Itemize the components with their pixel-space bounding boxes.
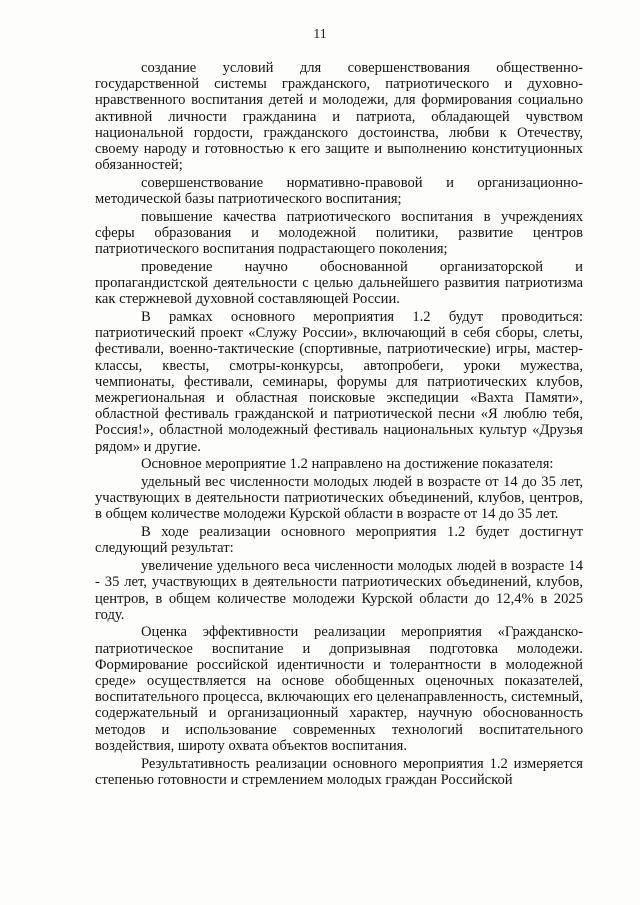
paragraph-goal-quality: повышение качества патриотического воспитания в учреждениях сферы образования и молодежной политики, развитие центров патриотического воспитания подрастающего поколения; (95, 208, 583, 258)
body-text (95, 60, 583, 789)
paragraph-indicator-intro: Основное мероприятие 1.2 направлено на достижение показателя: (141, 456, 554, 473)
paragraph-evaluation: Оценка эффективности реализации мероприятия «Гражданско-патриотическое воспитание и допризывная подготовка молодежи. Формирование российской идентичности и толерантности в молодежной среде» осуществляется на основе обобщенных оценочных показателей, воспитательного процесса, включающих его целенаправленность, системный, содержательный и организационный характер, научную обоснованность методов и использование современных технологий воспитательного воздействия, широту охвата объектов воспитания. (95, 624, 583, 754)
paragraph-indicator: удельный вес численности молодых людей в возрасте от 14 до 35 лет, участвующих в деятельности патриотических объединений, клубов, центров, в общем количестве молодежи Курской области в возрасте от 14 до 35 лет. (95, 474, 583, 523)
paragraph-goal-conditions: создание условий для совершенствования общественно-государственной системы гражданского, патриотического и духовно-нравственного воспитания детей и молодежи, для формирования социально активной личности гражданина и патриота, обладающей чувством национальной гордости, гражданского достоинства, любви к Отечеству, своему народу и готовностью к его защите и выполнению конституционных обязанностей; (95, 60, 583, 174)
page-number: 11 (313, 27, 327, 42)
paragraph-events: В рамках основного мероприятия 1.2 будут проводиться: патриотический проект «Служу России», включающий в себя сборы, слеты, фестивали, военно-тактические (спортивные, патриотические) игры, мастер-классы, квесты, смотры-конкурсы, автопробеги, уроки мужества, чемпионаты, фестивали, семинары, форумы для патриотических клубов, межрегиональная и областная поисковые экспедиции «Вахта Памяти», областной фестиваль гражданской и патриотической песни «Я люблю тебя, Россия!», областной молодежный фестиваль национальных культур «Друзья рядом» и другие. (95, 309, 583, 455)
paragraph-result: увеличение удельного веса численности молодых людей в возрасте 14 - 35 лет, участвующих в деятельности патриотических объединений, клубов, центров, в общем количестве молодежи Курской области до 12,4% в 2025 году. (95, 558, 583, 623)
paragraph-goal-legal-base: совершенствование нормативно-правовой и организационно-методической базы патриотического воспитания; (95, 174, 583, 208)
paragraph-goal-activity: проведение научно обоснованной организаторской и пропагандистской деятельности с целью дальнейшего развития патриотизма как стержневой духовной составляющей России. (95, 258, 583, 308)
paragraph-effectiveness: Результативность реализации основного мероприятия 1.2 измеряется степенью готовности и стремлением молодых граждан Российской (95, 755, 583, 788)
paragraph-result-intro: В ходе реализации основного мероприятия 1.2 будет достигнут следующий результат: (95, 524, 583, 557)
